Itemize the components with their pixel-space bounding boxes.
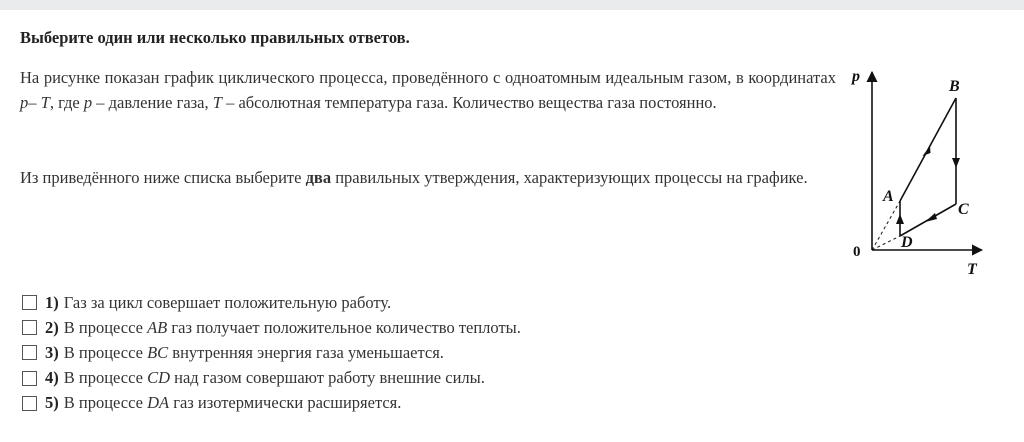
option-2[interactable] <box>22 315 521 340</box>
option-number: 4) <box>45 368 59 388</box>
option-number: 1) <box>45 292 59 312</box>
option-text-part: над газом совершают работу внешние силы. <box>170 368 485 388</box>
option-text <box>64 343 444 363</box>
arrow-cd-icon <box>925 213 937 222</box>
var-t: T <box>40 92 50 112</box>
option-5[interactable] <box>22 391 521 416</box>
option-checkbox[interactable] <box>22 295 37 310</box>
option-number: 3) <box>45 342 59 362</box>
option-checkbox[interactable] <box>22 345 37 360</box>
process-var: AB <box>147 317 168 337</box>
option-text-part: газ получает положительное количество теплоты. <box>167 317 521 337</box>
option-text-part: газ изотермически расширяется. <box>169 393 402 413</box>
problem-text: – давление газа, <box>92 92 213 112</box>
dashed-line-oa <box>872 201 900 250</box>
pt-diagram <box>846 60 996 282</box>
option-checkbox[interactable] <box>22 371 37 386</box>
problem-paragraph-1 <box>20 66 836 115</box>
option-checkbox[interactable] <box>22 396 37 411</box>
process-var: DA <box>147 393 170 413</box>
option-text-part: В процессе <box>63 393 148 413</box>
option-text-part: В процессе <box>63 317 148 337</box>
point-a-label: A <box>883 188 894 205</box>
top-bar <box>0 0 1024 10</box>
arrow-ab-icon <box>923 146 931 156</box>
problem-paragraph-2 <box>20 166 836 191</box>
option-3[interactable] <box>22 340 521 365</box>
var-t: T <box>212 92 222 112</box>
problem-text: Из приведённого ниже списка выберите <box>20 168 306 187</box>
option-number: 2) <box>45 317 59 337</box>
option-4[interactable] <box>22 366 521 391</box>
var-p: p <box>83 92 93 112</box>
problem-text: – абсолютная температура газа. Количество вещества газа постоянно. <box>221 92 717 112</box>
option-text <box>64 393 402 413</box>
problem-text: – <box>28 92 41 112</box>
option-text-part: В процессе <box>63 342 148 362</box>
option-1[interactable] <box>22 290 521 315</box>
option-text <box>64 368 485 388</box>
origin-label: 0 <box>853 244 861 260</box>
point-d-label: D <box>901 234 913 251</box>
problem-text: На рисунке показан график циклического процесса, проведённого с одноатомным идеальным газом, в координатах <box>20 68 836 87</box>
problem-text: правильных утверждения, характеризующих процессы на графике. <box>331 168 808 187</box>
arrow-da-icon <box>896 214 904 224</box>
emphasis-text: два <box>305 168 332 187</box>
option-text: Газ за цикл совершает положительную работу. <box>63 292 392 312</box>
option-number: 5) <box>45 393 59 413</box>
option-text <box>64 318 521 338</box>
option-checkbox[interactable] <box>22 320 37 335</box>
option-text-part: В процессе <box>63 368 148 388</box>
answer-options <box>22 290 521 416</box>
process-var: CD <box>147 368 170 388</box>
x-axis-label: T <box>967 261 977 278</box>
problem-text: , где <box>49 92 84 112</box>
point-c-label: C <box>958 201 969 218</box>
option-text-part: внутренняя энергия газа уменьшается. <box>168 342 444 362</box>
arrow-bc-icon <box>952 158 960 168</box>
var-p: p <box>20 92 29 112</box>
process-var: BC <box>147 342 169 362</box>
point-b-label: B <box>949 78 960 95</box>
y-axis-label: p <box>852 68 860 85</box>
instruction-heading: Выберите один или несколько правильных ответов. <box>20 28 410 47</box>
